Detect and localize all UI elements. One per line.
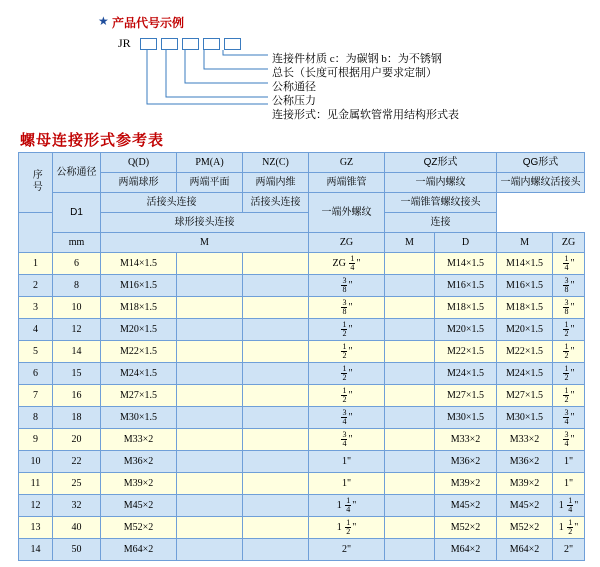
row-qg-m: M24×1.5	[497, 363, 553, 385]
row-pm	[177, 495, 243, 517]
code-box	[224, 38, 241, 50]
header-ball-join: 球形接头连接	[101, 213, 309, 233]
row-pm	[177, 363, 243, 385]
row-seq: 11	[19, 473, 53, 495]
code-boxes	[140, 38, 241, 50]
row-gz: $\frac{3}{8}$ "	[309, 297, 385, 319]
header-gz-join: 一端外螺纹	[309, 193, 385, 233]
row-q: M64×2	[101, 539, 177, 561]
row-qg-m: M14×1.5	[497, 253, 553, 275]
table-row	[19, 495, 585, 517]
row-qz-m	[385, 407, 435, 429]
row-gz: 1"	[309, 451, 385, 473]
header-dn-d1: D1	[53, 193, 101, 233]
row-q: M39×2	[101, 473, 177, 495]
legend-title: 产品代号示例	[112, 16, 185, 30]
row-nz	[243, 429, 309, 451]
legend-note-connection: 连接形式：见金属软管常用结构形式表	[272, 109, 459, 121]
row-qg-m: M36×2	[497, 451, 553, 473]
table-row	[19, 539, 585, 561]
row-qg-zg: 1"	[553, 451, 585, 473]
row-dn: 8	[53, 275, 101, 297]
table-row	[19, 385, 585, 407]
row-qg-m: M39×2	[497, 473, 553, 495]
table-row	[19, 473, 585, 495]
row-gz: 2"	[309, 539, 385, 561]
header-qg-join: 连接	[385, 213, 497, 233]
row-dn: 18	[53, 407, 101, 429]
row-gz: 1 $\frac{1}{2}$ "	[309, 517, 385, 539]
row-nz	[243, 363, 309, 385]
row-qg-m: M33×2	[497, 429, 553, 451]
row-q: M24×1.5	[101, 363, 177, 385]
table-row	[19, 407, 585, 429]
row-q: M27×1.5	[101, 385, 177, 407]
row-seq: 2	[19, 275, 53, 297]
row-gz: $\frac{1}{2}$ "	[309, 341, 385, 363]
row-qz-m	[385, 253, 435, 275]
row-dn: 16	[53, 385, 101, 407]
row-q: M52×2	[101, 517, 177, 539]
header-m-1: M	[101, 233, 309, 253]
row-pm	[177, 451, 243, 473]
row-seq: 5	[19, 341, 53, 363]
row-qg-zg: $\frac{3}{4}$ "	[553, 407, 585, 429]
row-dn: 20	[53, 429, 101, 451]
row-qz-d: M27×1.5	[435, 385, 497, 407]
nut-connection-table	[18, 152, 584, 561]
table-row	[19, 275, 585, 297]
row-seq: 8	[19, 407, 53, 429]
row-seq: 13	[19, 517, 53, 539]
row-gz: 1"	[309, 473, 385, 495]
code-box	[182, 38, 199, 50]
row-qz-m	[385, 495, 435, 517]
row-nz	[243, 319, 309, 341]
row-seq: 4	[19, 319, 53, 341]
code-box	[140, 38, 157, 50]
row-qg-zg: $\frac{3}{8}$ "	[553, 275, 585, 297]
table-row	[19, 451, 585, 473]
code-box	[161, 38, 178, 50]
row-dn: 40	[53, 517, 101, 539]
row-qg-m: M18×1.5	[497, 297, 553, 319]
row-pm	[177, 539, 243, 561]
row-qz-m	[385, 363, 435, 385]
row-qg-m: M52×2	[497, 517, 553, 539]
row-q: M30×1.5	[101, 407, 177, 429]
row-seq: 9	[19, 429, 53, 451]
row-pm	[177, 517, 243, 539]
row-qg-zg: $\frac{3}{4}$ "	[553, 429, 585, 451]
row-qz-m	[385, 473, 435, 495]
row-dn: 15	[53, 363, 101, 385]
row-qg-zg: $\frac{3}{8}$ "	[553, 297, 585, 319]
row-nz	[243, 385, 309, 407]
legend-note-length: 总长（长度可根据用户要求定制）	[272, 67, 437, 79]
table-row	[19, 429, 585, 451]
row-q: M18×1.5	[101, 297, 177, 319]
row-qz-d: M18×1.5	[435, 297, 497, 319]
code-box	[203, 38, 220, 50]
legend-note-diameter: 公称通径	[272, 81, 316, 93]
legend-note-pressure: 公称压力	[272, 95, 316, 107]
row-qg-m: M16×1.5	[497, 275, 553, 297]
row-qz-d: M39×2	[435, 473, 497, 495]
row-dn: 10	[53, 297, 101, 319]
row-q: M45×2	[101, 495, 177, 517]
row-qg-m: M22×1.5	[497, 341, 553, 363]
row-dn: 32	[53, 495, 101, 517]
header-m-3: M	[497, 233, 553, 253]
row-seq: 10	[19, 451, 53, 473]
row-qz-d: M45×2	[435, 495, 497, 517]
row-qz-m	[385, 429, 435, 451]
row-qg-m: M27×1.5	[497, 385, 553, 407]
row-nz	[243, 275, 309, 297]
row-qg-zg: 1 $\frac{1}{4}$ "	[553, 495, 585, 517]
row-seq: 3	[19, 297, 53, 319]
row-qz-d: M30×1.5	[435, 407, 497, 429]
row-qg-zg: 2"	[553, 539, 585, 561]
row-q: M33×2	[101, 429, 177, 451]
table-row	[19, 319, 585, 341]
row-qz-m	[385, 297, 435, 319]
row-nz	[243, 297, 309, 319]
header-gz-desc: 两端锥管	[309, 173, 385, 193]
header-pm-desc: 两端平面	[177, 173, 243, 193]
header-nz-join: 活接头连接	[243, 193, 309, 213]
product-code-legend	[0, 0, 600, 121]
table-header	[19, 153, 585, 253]
row-gz: $\frac{1}{2}$ "	[309, 363, 385, 385]
row-qg-m: M64×2	[497, 539, 553, 561]
row-qz-d: M14×1.5	[435, 253, 497, 275]
row-qz-m	[385, 341, 435, 363]
row-qg-zg: $\frac{1}{2}$ "	[553, 341, 585, 363]
table-header-row-5	[19, 233, 585, 253]
table-row	[19, 363, 585, 385]
row-qz-m	[385, 451, 435, 473]
header-zg-2: ZG	[553, 233, 585, 253]
row-qg-m: M30×1.5	[497, 407, 553, 429]
header-qg-desc: 一端内螺纹活接头	[497, 173, 585, 193]
row-qg-zg: $\frac{1}{2}$ "	[553, 319, 585, 341]
row-seq: 14	[19, 539, 53, 561]
header-group-q: Q(D)	[101, 153, 177, 173]
row-dn: 12	[53, 319, 101, 341]
row-qz-d: M16×1.5	[435, 275, 497, 297]
page-title: 螺母连接形式参考表	[20, 133, 165, 149]
row-qg-m: M45×2	[497, 495, 553, 517]
header-unit-mm: mm	[53, 233, 101, 253]
table-body	[19, 253, 585, 561]
row-q: M36×2	[101, 451, 177, 473]
table-header-row-4	[19, 213, 585, 233]
star-icon: ★	[98, 14, 109, 28]
header-seq: 序号	[19, 153, 53, 213]
row-q: M16×1.5	[101, 275, 177, 297]
row-pm	[177, 319, 243, 341]
row-qz-d: M64×2	[435, 539, 497, 561]
row-q: M14×1.5	[101, 253, 177, 275]
row-nz	[243, 451, 309, 473]
row-gz: $\frac{1}{2}$ "	[309, 319, 385, 341]
row-pm	[177, 473, 243, 495]
header-zg-1: ZG	[309, 233, 385, 253]
row-qz-d: M20×1.5	[435, 319, 497, 341]
row-q: M20×1.5	[101, 319, 177, 341]
header-group-pm: PM(A)	[177, 153, 243, 173]
table-header-row-2	[19, 173, 585, 193]
code-prefix: JR	[118, 36, 131, 50]
row-qz-d: M52×2	[435, 517, 497, 539]
row-qz-d: M33×2	[435, 429, 497, 451]
header-group-gz: GZ	[309, 153, 385, 173]
row-qz-m	[385, 517, 435, 539]
row-nz	[243, 473, 309, 495]
header-qz-desc: 一端内螺纹	[385, 173, 497, 193]
header-q-desc: 两端球形	[101, 173, 177, 193]
header-nz-desc: 两端内维	[243, 173, 309, 193]
header-qz-join: 一端锥管螺纹接头	[385, 193, 497, 213]
row-qz-m	[385, 275, 435, 297]
row-seq: 6	[19, 363, 53, 385]
row-qg-zg: $\frac{1}{2}$ "	[553, 363, 585, 385]
header-m-2: M	[385, 233, 435, 253]
row-pm	[177, 429, 243, 451]
row-nz	[243, 539, 309, 561]
row-seq: 1	[19, 253, 53, 275]
header-dn: 公称通径	[53, 153, 101, 193]
row-dn: 25	[53, 473, 101, 495]
header-ab-join: 活接头连接	[101, 193, 243, 213]
row-qz-m	[385, 539, 435, 561]
row-nz	[243, 495, 309, 517]
header-d-1: D	[435, 233, 497, 253]
header-group-qg: QG形式	[497, 153, 585, 173]
table-header-row-3	[19, 193, 585, 213]
row-dn: 6	[53, 253, 101, 275]
header-group-qz: QZ形式	[385, 153, 497, 173]
row-qg-m: M20×1.5	[497, 319, 553, 341]
table-row	[19, 253, 585, 275]
row-gz: $\frac{3}{4}$ "	[309, 429, 385, 451]
row-qg-zg: 1 $\frac{1}{2}$ "	[553, 517, 585, 539]
header-group-nz: NZ(C)	[243, 153, 309, 173]
row-seq: 7	[19, 385, 53, 407]
row-qz-d: M24×1.5	[435, 363, 497, 385]
row-pm	[177, 407, 243, 429]
row-qz-m	[385, 385, 435, 407]
header-seq-blank	[19, 213, 53, 253]
table-header-row-1	[19, 153, 585, 173]
row-dn: 50	[53, 539, 101, 561]
row-seq: 12	[19, 495, 53, 517]
row-dn: 14	[53, 341, 101, 363]
row-dn: 22	[53, 451, 101, 473]
row-qg-zg: $\frac{1}{4}$ "	[553, 253, 585, 275]
row-gz: ZG $\frac{1}{4}$ "	[309, 253, 385, 275]
row-pm	[177, 253, 243, 275]
row-gz: $\frac{3}{8}$ "	[309, 275, 385, 297]
row-pm	[177, 341, 243, 363]
row-qg-zg: 1"	[553, 473, 585, 495]
row-pm	[177, 385, 243, 407]
row-pm	[177, 275, 243, 297]
row-nz	[243, 407, 309, 429]
row-q: M22×1.5	[101, 341, 177, 363]
row-gz: 1 $\frac{1}{4}$ "	[309, 495, 385, 517]
row-qz-m	[385, 319, 435, 341]
row-nz	[243, 341, 309, 363]
row-qg-zg: $\frac{1}{2}$ "	[553, 385, 585, 407]
row-nz	[243, 253, 309, 275]
row-gz: $\frac{3}{4}$ "	[309, 407, 385, 429]
row-pm	[177, 297, 243, 319]
table-row	[19, 297, 585, 319]
row-nz	[243, 517, 309, 539]
legend-note-material: 连接件材质 c：为碳钢 b：为不锈钢	[272, 53, 442, 65]
row-qz-d: M36×2	[435, 451, 497, 473]
row-qz-d: M22×1.5	[435, 341, 497, 363]
table-row	[19, 341, 585, 363]
row-gz: $\frac{1}{2}$ "	[309, 385, 385, 407]
table-row	[19, 517, 585, 539]
